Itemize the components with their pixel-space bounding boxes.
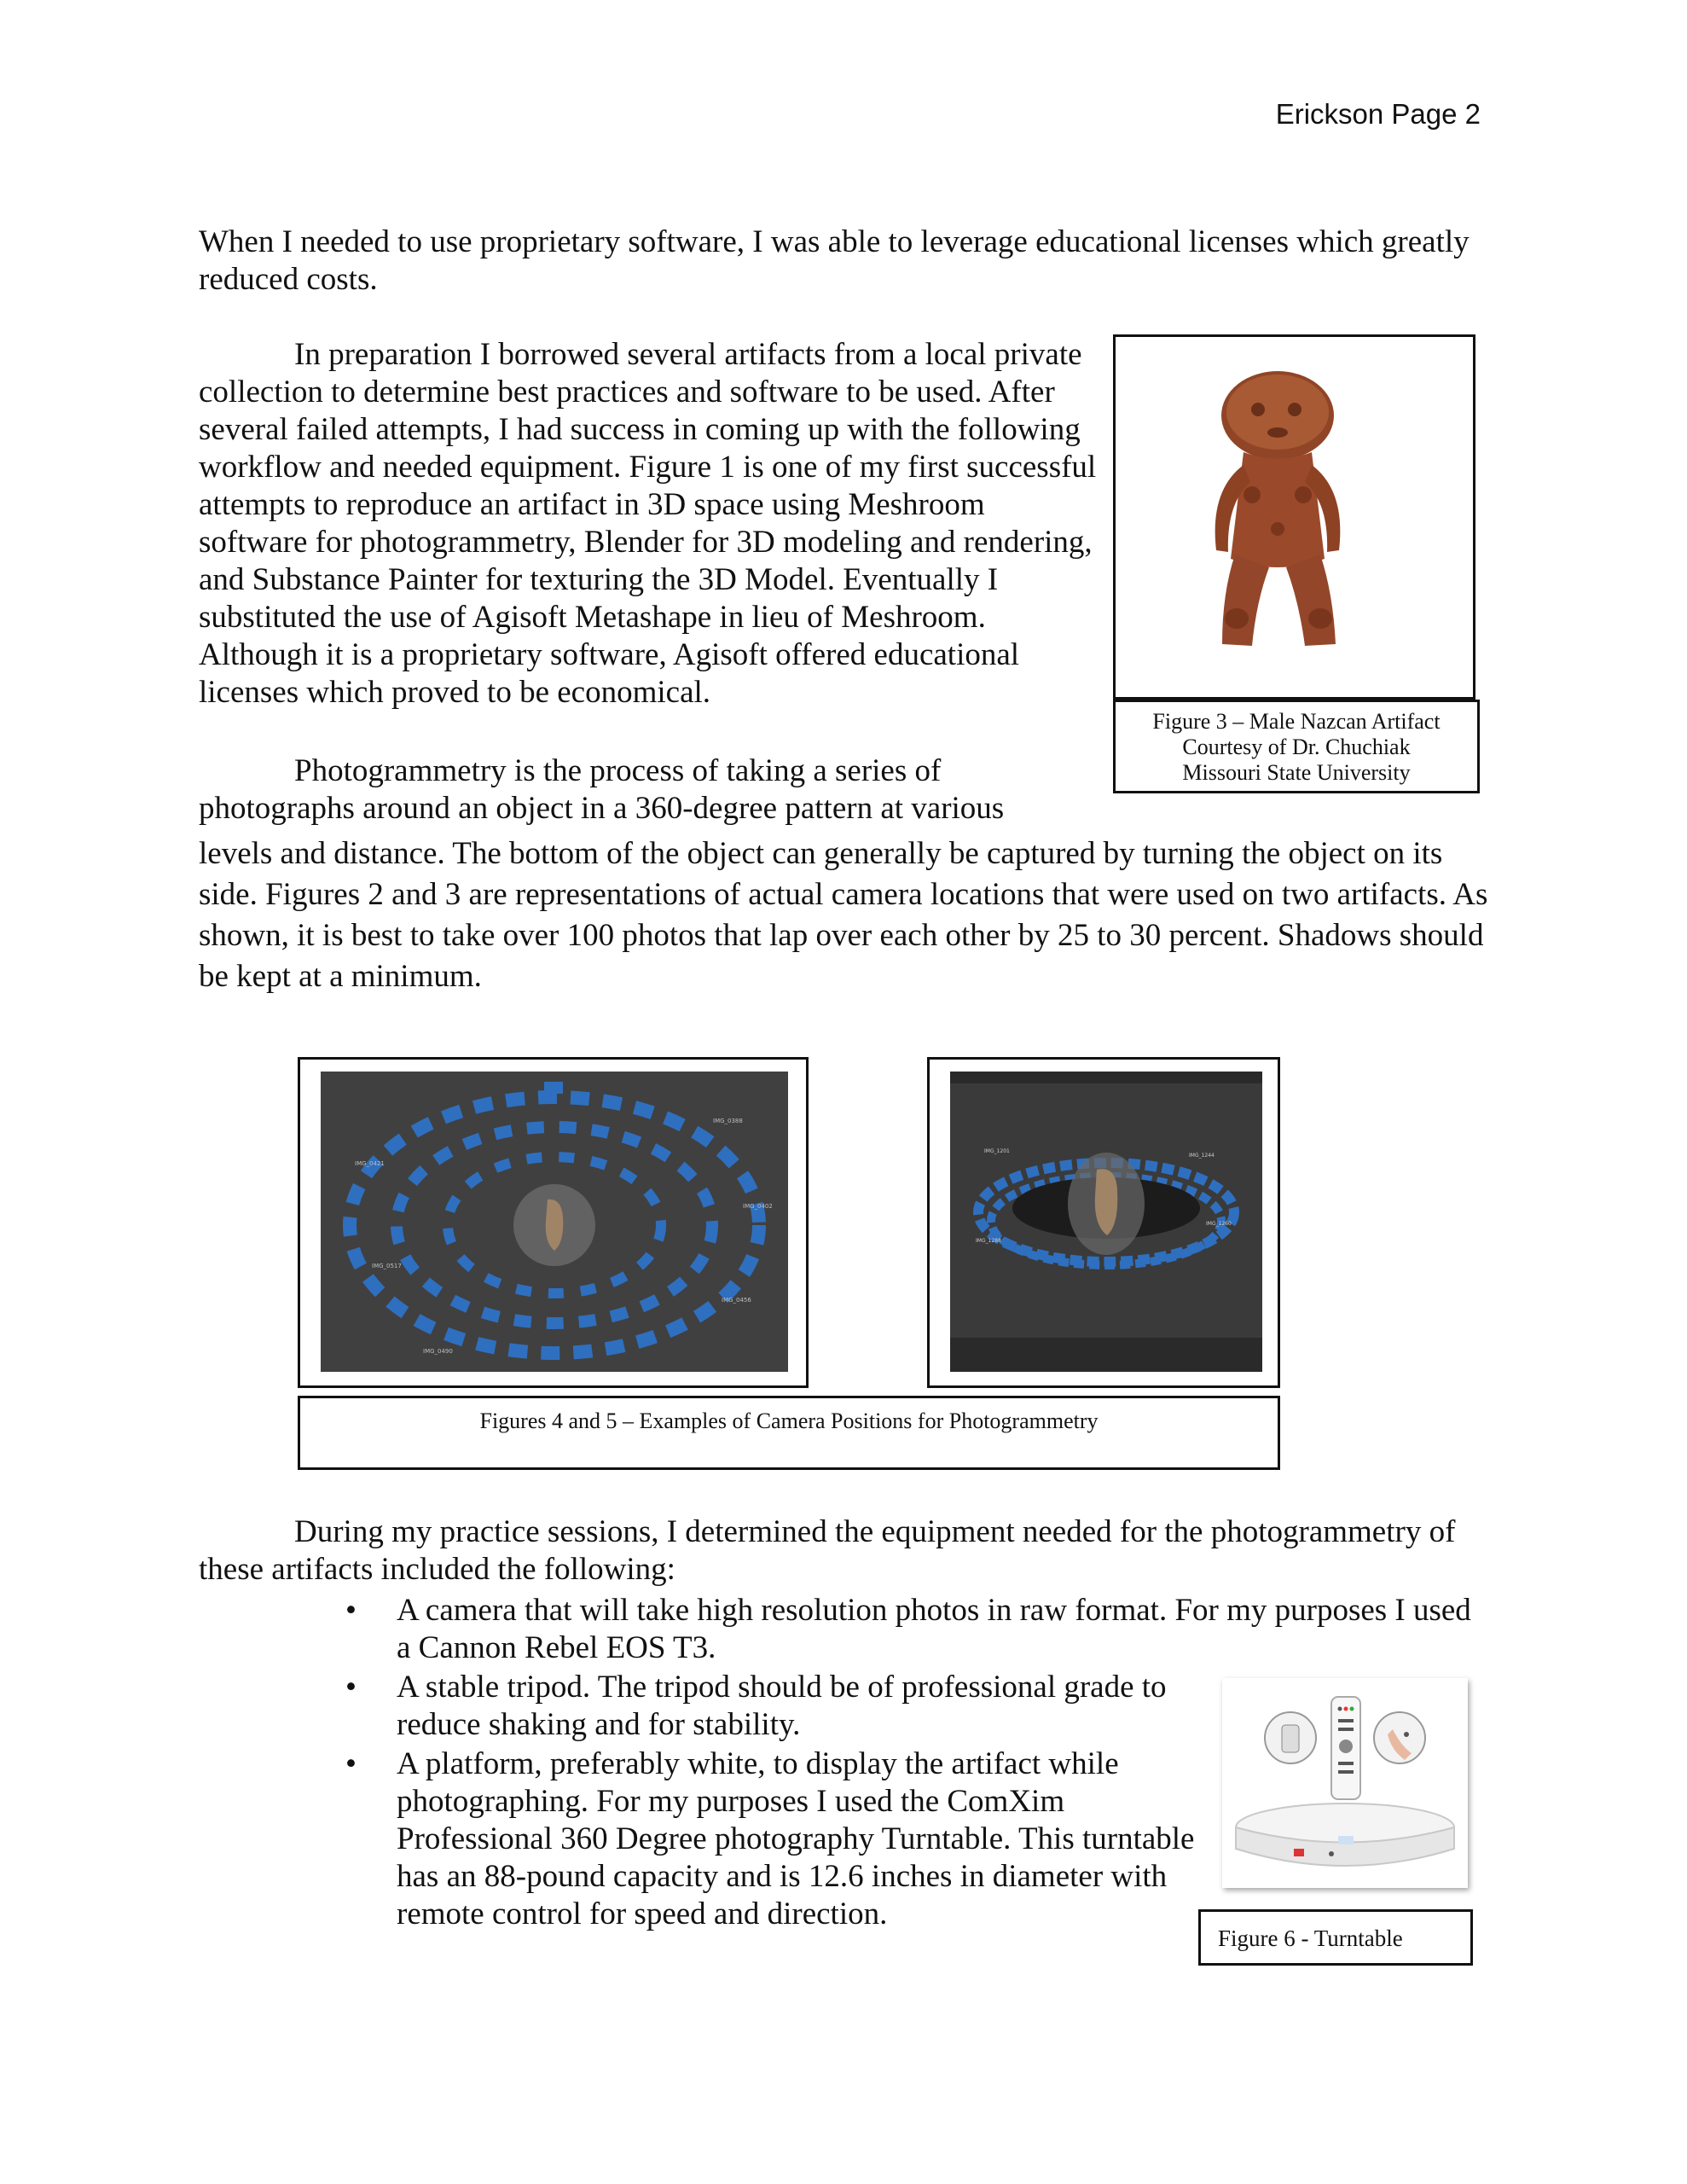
- figure-3-caption-line-2: Courtesy of Dr. Chuchiak: [1182, 735, 1411, 759]
- figure-3-caption-line-3: Missouri State University: [1182, 760, 1411, 785]
- figures-4-5-caption-text: Figures 4 and 5 – Examples of Camera Positions for Photogrammetry: [479, 1409, 1099, 1433]
- figures-4-5-caption: [298, 1396, 1280, 1470]
- svg-text:IMG_0456: IMG_0456: [722, 1297, 751, 1304]
- svg-text:IMG_1288: IMG_1288: [976, 1238, 1001, 1244]
- paragraph-equipment-intro: During my practice sessions, I determined the equipment needed for the photogrammetry of these artifacts included the following:: [199, 1514, 1456, 1587]
- figure-4-frame: [298, 1057, 809, 1388]
- list-item-text: A stable tripod. The tripod should be of professional grade to reduce shaking and for stability.: [397, 1670, 1167, 1742]
- paragraph-photogrammetry-body: levels and distance. The bottom of the object can generally be captured by turning the object on its side. Figures 2 and 3 are representations of actual camera locations that were used on two artifacts. As shown, it is best to take over 100 photos that lap over each other by 25 to 30 percent. Shadows should be kept at a minimum.: [199, 836, 1488, 994]
- svg-text:IMG_0402: IMG_0402: [743, 1203, 773, 1210]
- figure-4-camera-positions-image: [321, 1072, 788, 1372]
- turntable-image: [1222, 1678, 1468, 1888]
- list-item-text: A camera that will take high resolution photos in raw format. For my purposes I used a Cannon Rebel EOS T3.: [397, 1593, 1471, 1665]
- svg-text:IMG_1260: IMG_1260: [1206, 1221, 1232, 1227]
- paragraph-photogrammetry-intro: Photogrammetry is the process of taking a series of photographs around an object in a 360-degree pattern at various: [199, 753, 1005, 826]
- paragraph-preparation: In preparation I borrowed several artifacts from a local private collection to determine best practices and software to be used. After several failed attempts, I had success in coming up with the following workflow and needed equipment. Figure 1 is one of my first successful attempts to reproduce an artifact in 3D space using Meshroom software for photogrammetry, Blender for 3D modeling and rendering, and Substance Painter for texturing the 3D Model. Eventually I substituted the use of Agisoft Metashape in lieu of Meshroom. Although it is a proprietary software, Agisoft offered educational licenses which proved to be economical.: [199, 337, 1097, 710]
- svg-text:IMG_0517: IMG_0517: [372, 1263, 402, 1269]
- svg-text:IMG_1201: IMG_1201: [984, 1148, 1010, 1154]
- figure-3-image-frame: [1113, 334, 1475, 700]
- page-header: Erickson Page 2: [1275, 98, 1481, 130]
- bullet-icon: •: [345, 1670, 357, 1705]
- figure-6-caption-text: Figure 6 - Turntable: [1218, 1926, 1403, 1951]
- svg-text:IMG_0388: IMG_0388: [713, 1118, 743, 1124]
- bullet-icon: •: [345, 1746, 357, 1781]
- figure-5-frame: [927, 1057, 1280, 1388]
- paragraph-licenses: When I needed to use proprietary software, I was able to leverage educational licenses which greatly reduced costs.: [199, 224, 1470, 297]
- figure-6-caption: [1198, 1909, 1473, 1966]
- list-item-text: A platform, preferably white, to display the artifact while photographing. For my purposes I used the ComXim Professional 360 Degree photography Turntable. This turntable has an 88-pound capacity and is 12.6 inches in diameter with remote control for speed and direction.: [397, 1746, 1195, 1931]
- list-item: [345, 1669, 1249, 1744]
- figure-3-caption: [1113, 700, 1480, 793]
- svg-text:IMG_0490: IMG_0490: [423, 1348, 453, 1355]
- list-item: [345, 1745, 1215, 1933]
- figure-6-image-frame: [1222, 1678, 1468, 1888]
- svg-text:IMG_0421: IMG_0421: [355, 1160, 385, 1167]
- figure-3-caption-line-1: Figure 3 – Male Nazcan Artifact: [1152, 709, 1441, 734]
- svg-text:IMG_1244: IMG_1244: [1189, 1153, 1215, 1159]
- figure-5-camera-positions-image: [950, 1072, 1262, 1372]
- bullet-icon: •: [345, 1593, 357, 1628]
- nazcan-artifact-image: [1116, 337, 1473, 697]
- list-item: [345, 1592, 1471, 1667]
